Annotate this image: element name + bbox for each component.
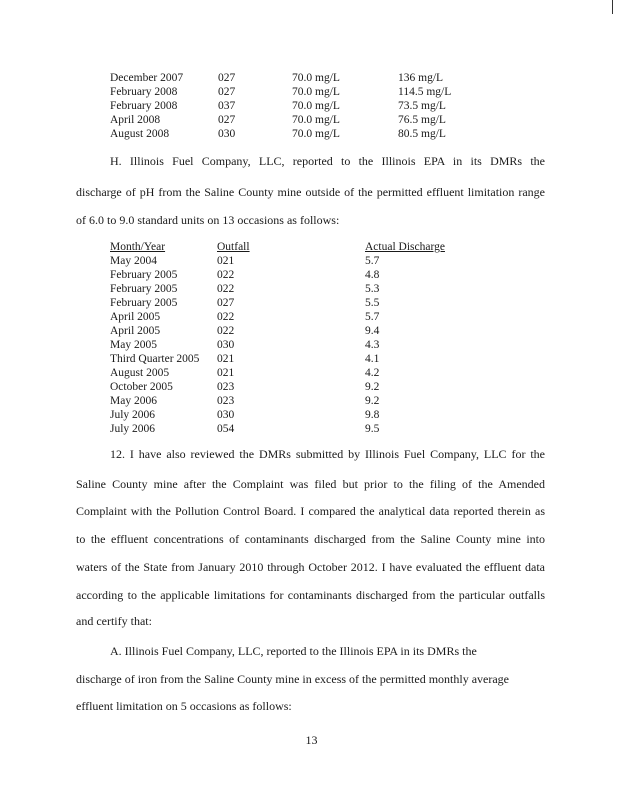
cell-outfall: 027 <box>218 114 236 126</box>
cell-actual: 73.5 mg/L <box>398 100 446 112</box>
cell-limit: 70.0 mg/L <box>292 100 340 112</box>
para-h-line-2: discharge of pH from the Saline County mine outside of the permitted effluent limitation range <box>76 185 545 199</box>
para-12-line-4: to the effluent concentrations of contaminants discharged from the Saline County mine into <box>76 532 545 546</box>
cell-outfall: 027 <box>217 297 235 309</box>
cell-actual: 76.5 mg/L <box>398 114 446 126</box>
cell-date: July 2006 <box>110 423 156 435</box>
cell-actual: 80.5 mg/L <box>398 128 446 140</box>
cell-date: April 2005 <box>110 311 161 323</box>
cell-actual: 9.8 <box>365 409 380 421</box>
cell-date: February 2005 <box>110 269 178 281</box>
cell-actual: 114.5 mg/L <box>398 86 452 98</box>
para-12-line-1: 12. I have also reviewed the DMRs submitted by Illinois Fuel Company, LLC for the <box>110 447 545 461</box>
cell-date: May 2005 <box>110 339 157 351</box>
para-a-line-3: effluent limitation on 5 occasions as follows: <box>76 699 292 713</box>
cell-date: December 2007 <box>110 72 184 84</box>
cell-actual: 9.2 <box>365 395 380 407</box>
cell-outfall: 022 <box>217 311 235 323</box>
cell-outfall: 030 <box>218 128 236 140</box>
cell-limit: 70.0 mg/L <box>292 86 340 98</box>
cell-date: Third Quarter 2005 <box>110 353 200 365</box>
cell-outfall: 021 <box>217 367 235 379</box>
cell-limit: 70.0 mg/L <box>292 114 340 126</box>
cell-date: February 2005 <box>110 297 178 309</box>
cell-actual: 5.3 <box>365 283 380 295</box>
cell-actual: 4.3 <box>365 339 380 351</box>
header-month-year: Month/Year <box>110 241 166 253</box>
cell-outfall: 027 <box>218 72 236 84</box>
para-a-line-1: A. Illinois Fuel Company, LLC, reported to the Illinois EPA in its DMRs the <box>110 644 477 658</box>
para-12-line-7: and certify that: <box>76 614 152 628</box>
para-h-line-3: of 6.0 to 9.0 standard units on 13 occasions as follows: <box>76 213 340 227</box>
cell-outfall: 027 <box>218 86 236 98</box>
para-h-line-1: H. Illinois Fuel Company, LLC, reported to the Illinois EPA in its DMRs the <box>110 154 545 168</box>
para-a-line-2: discharge of iron from the Saline County mine in excess of the permitted monthly average <box>76 672 509 686</box>
cell-date: May 2006 <box>110 395 157 407</box>
cell-actual: 9.4 <box>365 325 380 337</box>
cell-date: May 2004 <box>110 255 157 267</box>
cell-date: April 2005 <box>110 325 161 337</box>
cell-outfall: 022 <box>217 283 235 295</box>
cell-outfall: 030 <box>217 339 235 351</box>
cell-limit: 70.0 mg/L <box>292 72 340 84</box>
cell-date: October 2005 <box>110 381 173 393</box>
cell-actual: 136 mg/L <box>398 72 444 84</box>
scan-edge-line <box>612 0 613 14</box>
cell-actual: 5.5 <box>365 297 380 309</box>
cell-outfall: 022 <box>217 325 235 337</box>
para-12-line-2: Saline County mine after the Complaint was filed but prior to the filing of the Amended <box>76 477 545 491</box>
cell-actual: 4.8 <box>365 269 380 281</box>
cell-outfall: 021 <box>217 353 235 365</box>
cell-outfall: 023 <box>217 381 235 393</box>
cell-outfall: 037 <box>218 100 236 112</box>
cell-outfall: 030 <box>217 409 235 421</box>
cell-date: July 2006 <box>110 409 156 421</box>
cell-actual: 9.5 <box>365 423 380 435</box>
cell-actual: 9.2 <box>365 381 380 393</box>
page-number: 13 <box>305 733 318 747</box>
header-actual-discharge: Actual Discharge <box>365 241 445 253</box>
cell-actual: 4.2 <box>365 367 380 379</box>
cell-outfall: 023 <box>217 395 235 407</box>
header-outfall: Outfall <box>217 241 250 253</box>
para-12-line-5: waters of the State from January 2010 through October 2012. I have evaluated the effluent data <box>76 560 545 574</box>
cell-outfall: 021 <box>217 255 235 267</box>
cell-actual: 5.7 <box>365 255 380 267</box>
cell-actual: 5.7 <box>365 311 380 323</box>
cell-outfall: 022 <box>217 269 235 281</box>
cell-date: August 2008 <box>110 128 170 140</box>
cell-date: April 2008 <box>110 114 161 126</box>
cell-outfall: 054 <box>217 423 235 435</box>
para-12-line-6: according to the applicable limitations for contaminants discharged from the particular outfalls <box>76 588 545 602</box>
cell-date: February 2005 <box>110 283 178 295</box>
cell-limit: 70.0 mg/L <box>292 128 340 140</box>
cell-date: February 2008 <box>110 86 178 98</box>
cell-date: February 2008 <box>110 100 178 112</box>
cell-date: August 2005 <box>110 367 170 379</box>
para-12-line-3: Complaint with the Pollution Control Board. I compared the analytical data reported therein as <box>76 504 545 518</box>
cell-actual: 4.1 <box>365 353 380 365</box>
